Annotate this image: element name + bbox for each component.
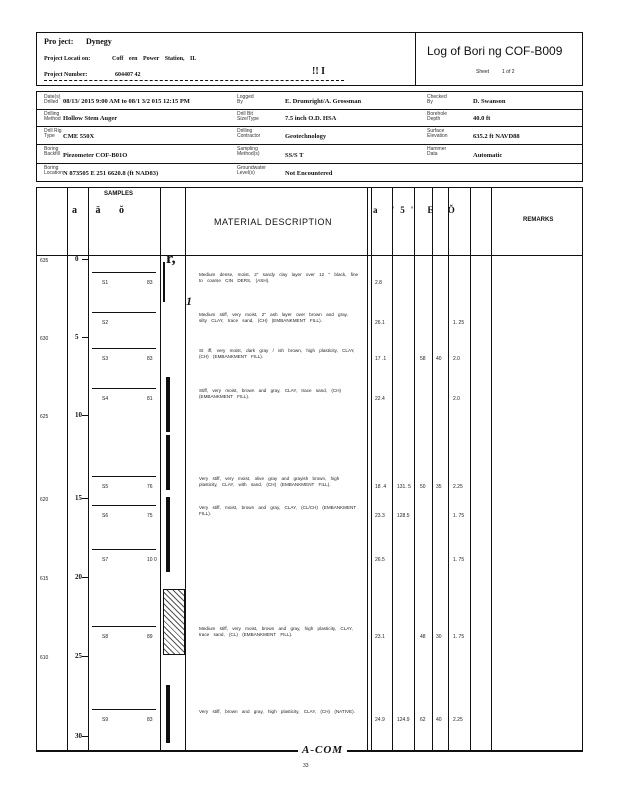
liquid-limit: 48 — [420, 634, 426, 640]
sample-id: S4 — [102, 396, 109, 402]
pocket-penetrometer: 1. 75 — [453, 513, 465, 519]
elevation-label: 615 — [40, 576, 49, 582]
sample-interval — [92, 626, 156, 627]
pocket-penetrometer: 1. 25 — [453, 320, 465, 326]
plastic-limit: 30 — [436, 634, 442, 640]
moisture-content: 26.1 — [375, 320, 385, 326]
col-divider — [392, 187, 393, 750]
liquid-limit: 62 — [420, 717, 426, 723]
dates-label: Date(s) Drilled — [44, 94, 61, 105]
backfill-top — [163, 262, 165, 302]
sampling-value: SS/S T — [285, 152, 304, 159]
blow-count: 83 — [147, 280, 153, 286]
method-value: Hollow Stem Auger — [63, 115, 118, 122]
col-divider — [491, 187, 492, 750]
depth-label: 25 — [75, 652, 82, 660]
remarks-header: REMARKS — [523, 217, 554, 223]
piezometer-casing-4 — [166, 685, 170, 743]
plastic-limit: 40 — [436, 717, 442, 723]
piezometer-casing-1 — [166, 377, 170, 432]
header-glyphs: a ä ŏ — [72, 205, 132, 216]
rig-label: Drill Rig Type — [44, 128, 62, 139]
depth-tick — [82, 259, 88, 260]
sample-id: S6 — [102, 513, 109, 519]
sample-interval — [92, 348, 156, 349]
moisture-content: 18 .4 — [375, 484, 387, 490]
info-row-line — [36, 109, 583, 110]
bit-value: 7.5 inch O.D. HSA — [285, 115, 337, 122]
material-description: Stiff, very moist, brown and gray, CLAY, trace sand, (CH) (EMBANKMENT FILL). — [199, 388, 342, 399]
liquid-limit: 50 — [420, 484, 426, 490]
pocket-penetrometer: 2.0 — [453, 396, 460, 402]
log-mark: r, — [166, 250, 176, 267]
dry-density: 128.5 — [397, 513, 410, 519]
dry-density: 124.9 — [397, 717, 410, 723]
depth-label: 20 — [75, 573, 82, 581]
material-description: Very stiff, brown and gray, high plasticity, CLAY, (CH) (NATIVE). — [199, 709, 355, 714]
col-divider — [470, 187, 471, 750]
elevation-label: 620 — [40, 497, 49, 503]
samples-header: SAMPLES — [104, 191, 134, 197]
log-title: Log of Bori ng COF-B009 — [427, 44, 563, 58]
elevation-label: 635 — [40, 258, 49, 264]
sample-id: S1 — [102, 280, 109, 286]
material-description: Very stiff, very moist, olive gray and grayish brown, high plasticity, CLAY, with sand, (CH) (EMBANKMENT FILL). — [199, 476, 340, 487]
gw-label: Groundwater Level(s) — [237, 165, 266, 176]
depth-label: 0 — [75, 255, 79, 263]
table-header-rule — [36, 255, 583, 256]
info-row-line — [36, 163, 583, 164]
depth-tick — [82, 415, 88, 416]
pocket-penetrometer: 2.25 — [453, 484, 463, 490]
bloc-value: N 873505 E 251 6620.8 (ft NAD83) — [63, 170, 159, 177]
blow-count: 83 — [147, 717, 153, 723]
sample-id: S3 — [102, 356, 109, 362]
pocket-penetrometer: 1. 75 — [453, 634, 465, 640]
sheet-value: 1 of 2 — [502, 69, 515, 75]
checked-label: Checked By — [427, 94, 447, 105]
logged-label: Logged By — [237, 94, 254, 105]
depth-value: 40.0 ft — [473, 115, 491, 122]
material-header: MATERIAL DESCRIPTION — [214, 217, 333, 227]
backfill-label: Boring Backfill — [44, 146, 60, 157]
depth-tick — [82, 736, 88, 737]
sheet-label: Sheet — [476, 69, 490, 75]
backfill-value: Piezometer COF-B01O — [63, 152, 128, 159]
dashed-rule — [44, 80, 344, 81]
moisture-content: 23.3 — [375, 513, 385, 519]
pocket-penetrometer: 2.0 — [453, 356, 460, 362]
depth-label: 10 — [75, 411, 82, 419]
piezometer-casing-3 — [166, 497, 170, 572]
dates-value: 08/13/ 2015 9:00 AM to 08/1 3/2 015 12:15 PM — [63, 98, 190, 105]
dry-density: 131. 5 — [397, 484, 411, 490]
bit-label: Drill Bit Size/Type — [237, 111, 259, 122]
sample-interval — [92, 476, 156, 477]
elevation-label: 610 — [40, 655, 49, 661]
col-divider — [185, 187, 186, 750]
footer-logo: A-COM — [298, 744, 347, 756]
number-value: 604407 42 — [115, 72, 141, 78]
sample-interval — [92, 709, 156, 710]
moisture-content: 24.9 — [375, 717, 385, 723]
blow-count: 76 — [147, 484, 153, 490]
header-divider — [415, 32, 416, 86]
moisture-content: 2.8 — [375, 280, 382, 286]
sample-interval — [92, 272, 156, 273]
blow-count: 75 — [147, 513, 153, 519]
moisture-content: 23.1 — [375, 634, 385, 640]
col-divider — [414, 187, 415, 750]
sample-id: S7 — [102, 557, 109, 563]
contractor-value: Geotechnology — [285, 133, 327, 140]
elev-label: Surface Elevation — [427, 128, 448, 139]
contractor-label: Drilling Contractor — [237, 128, 261, 139]
material-description: Medium dense, moist, 2" sandy clay layer over 12 " black, fine to coarse CIN DERS, (ASH). — [199, 272, 359, 283]
bloc-label: Boring Location — [44, 165, 63, 176]
sample-interval — [92, 505, 156, 506]
pocket-penetrometer: 2.25 — [453, 717, 463, 723]
material-description: Very stiff, moist, brown and gray, CLAY, (CL/CH) (EMBANKMENT FILL). — [199, 505, 357, 516]
hammer-value: Automatic — [473, 152, 503, 159]
checked-value: D. Swanson — [473, 98, 506, 105]
material-description: St iff, very moist, dark gray / ish brown, high plasticity, CLAY, (CH) (EMBANKMENT FILL). — [199, 348, 355, 359]
info-row-line — [36, 144, 583, 145]
sample-id: S9 — [102, 717, 109, 723]
elevation-label: 625 — [40, 414, 49, 420]
gw-value: Not Encountered — [285, 170, 333, 177]
depth-label: Borehole Depth — [427, 111, 448, 122]
material-description: Medium stiff, very moist, 2" ash layer over brown and gray, silty CLAY, trace sand, (CH) (EMBANKMENT FILL). — [199, 312, 348, 323]
elev-value: 635.2 ft NAVD88 — [473, 133, 520, 140]
header-glyphs-2: a '5' E Ŏ — [373, 205, 461, 215]
material-description: Medium stiff, very moist, brown and gray, high plasticity, CLAY, trace sand, (CL) (EMBANKMENT FILL). — [199, 626, 353, 637]
screen-hatch — [163, 589, 185, 655]
col-divider — [371, 187, 372, 750]
depth-tick — [82, 498, 88, 499]
method-label: Drilling Method — [44, 111, 61, 122]
moisture-content: 22.4 — [375, 396, 385, 402]
depth-label: 30 — [75, 732, 82, 740]
number-label: Project Number: — [44, 72, 88, 78]
depth-label: 15 — [75, 494, 82, 502]
plastic-limit: 40 — [436, 356, 442, 362]
location-value: Coff een Power Station, IL — [112, 56, 197, 62]
sample-id: S8 — [102, 634, 109, 640]
logged-value: E. Drumright/A. Grossman — [285, 98, 362, 105]
blow-count: 10 0 — [147, 557, 157, 563]
moisture-content: 26.5 — [375, 557, 385, 563]
plastic-limit: 35 — [436, 484, 442, 490]
moisture-content: 17 .1 — [375, 356, 387, 362]
blow-count: 89 — [147, 634, 153, 640]
col-divider — [67, 187, 68, 750]
sample-id: S5 — [102, 484, 109, 490]
col-divider — [367, 187, 368, 750]
elevation-label: 630 — [40, 336, 49, 342]
depth-tick — [82, 577, 88, 578]
project-label: Pro ject: — [44, 37, 74, 46]
piezometer-casing-2 — [166, 435, 170, 490]
col-divider — [432, 187, 433, 750]
page-number: 33 — [303, 763, 309, 769]
sampling-label: Sampling Method(s) — [237, 146, 260, 157]
location-label: Project Locati on: — [44, 56, 91, 62]
sample-interval — [92, 549, 156, 550]
info-row-line — [36, 126, 583, 127]
liquid-limit: 58 — [420, 356, 426, 362]
blow-count: 81 — [147, 396, 153, 402]
sample-id: S2 — [102, 320, 109, 326]
depth-tick — [82, 656, 88, 657]
hammer-label: Hammer Data — [427, 146, 447, 157]
col-divider — [448, 187, 449, 750]
col-divider — [88, 187, 89, 750]
depth-label: 5 — [75, 333, 79, 341]
mark-glyph: !! I — [312, 66, 326, 77]
sample-interval — [92, 388, 156, 389]
sample-interval — [92, 312, 156, 313]
log-mark-2: 1 — [186, 294, 192, 308]
pocket-penetrometer: 1. 75 — [453, 557, 465, 563]
project-value: Dynegy — [86, 37, 112, 46]
col-divider — [160, 187, 161, 750]
rig-value: CME 550X — [63, 133, 95, 140]
depth-tick — [82, 337, 88, 338]
blow-count: 83 — [147, 356, 153, 362]
